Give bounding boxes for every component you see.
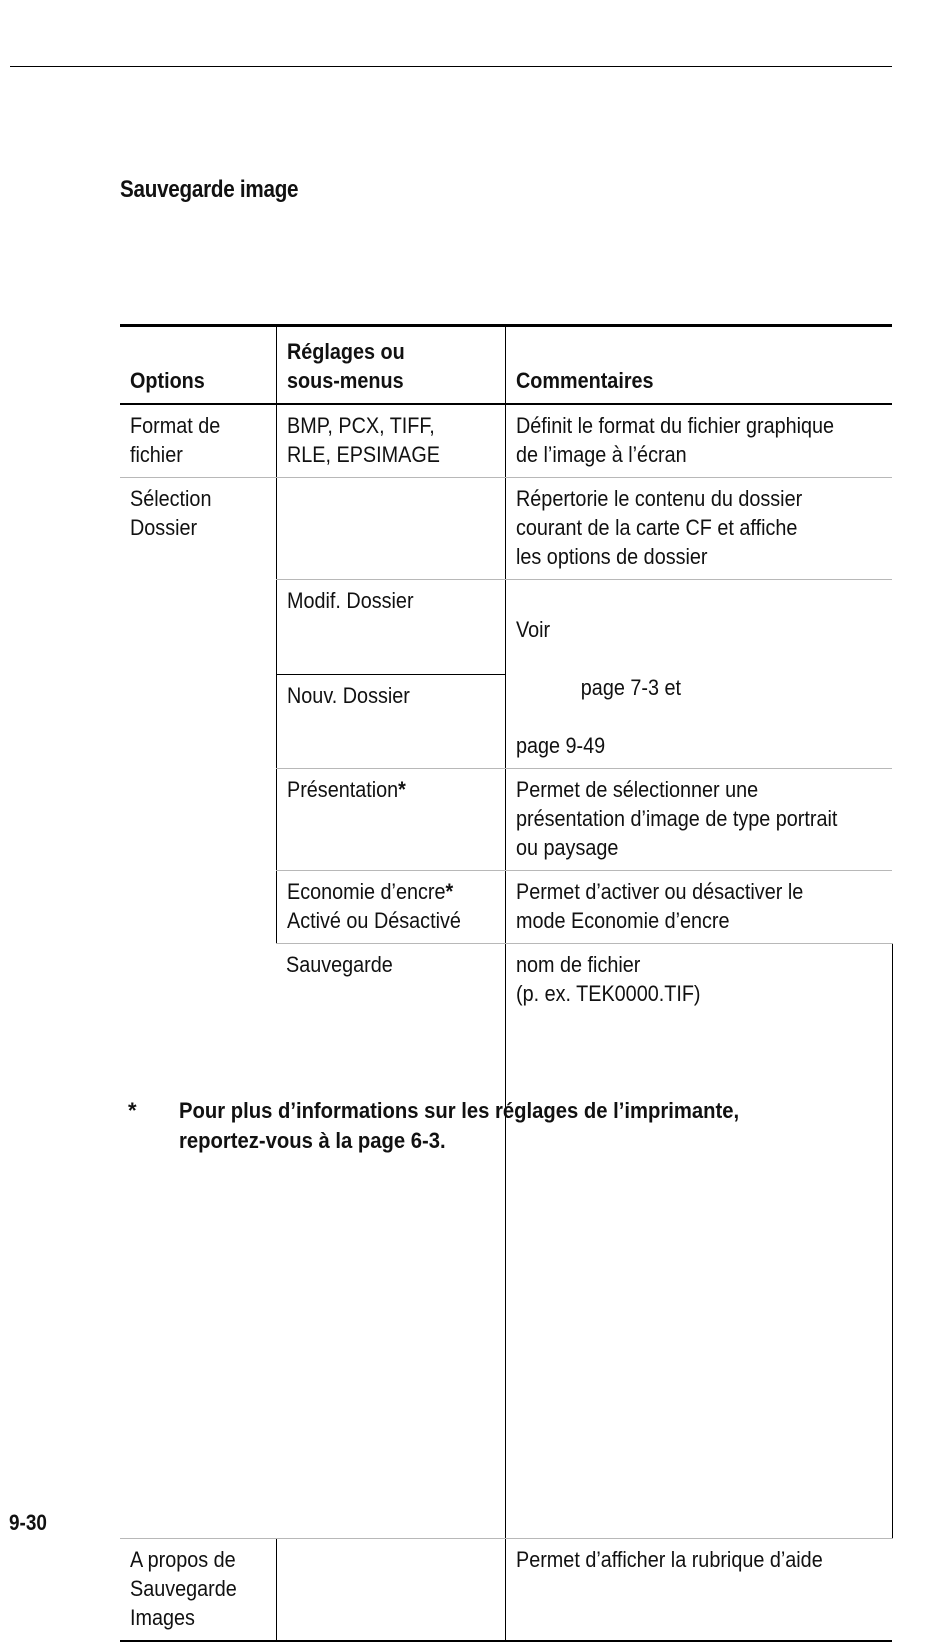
table-row [120, 404, 892, 478]
setting-cell: Modif. Dossier [276, 580, 505, 675]
setting-cell [276, 478, 505, 580]
asterisk-mark: * [397, 777, 406, 802]
header-settings: Réglages ou sous-menus [276, 326, 505, 405]
option-cell: Format de fichier [120, 404, 276, 478]
setting-cell: Economie d’encre* Activé ou Désactivé [276, 871, 505, 944]
option-cell: A propos de Sauvegarde Images [120, 1538, 276, 1641]
section-title: Sauvegarde image [120, 176, 299, 203]
comment-cell: Répertorie le contenu du dossier courant de la carte CF et affiche les options de dossier [505, 478, 892, 580]
page-reference-link[interactable]: page 7-3 et [580, 675, 681, 700]
setting-cell: BMP, PCX, TIFF, RLE, EPSIMAGE [276, 404, 505, 478]
table-row [120, 1538, 892, 1641]
voir-prefix: Voir [515, 617, 550, 642]
option-cell: Sauvegarde [276, 944, 505, 1539]
header-rule [10, 66, 892, 67]
header-options: Options [120, 326, 276, 405]
comment-cell: Définit le format du fichier graphique de l’image à l’écran [505, 404, 892, 478]
setting-cell [276, 1538, 505, 1641]
comment-cell: Permet d’activer ou désactiver le mode Economie d’encre [505, 871, 892, 944]
setting-cell: nom de fichier (p. ex. TEK0000.TIF) [505, 944, 892, 1539]
comment-cell: Permet de sélectionner une présentation d’image de type portrait ou paysage [505, 769, 892, 871]
table-header-row [120, 326, 892, 405]
setting-cell: Présentation* [276, 769, 505, 871]
header-comments: Commentaires [505, 326, 892, 405]
option-cell: Sélection Dossier [120, 478, 276, 1539]
footnote-text: Pour plus d’informations sur les réglages de l’imprimante, reportez-vous à la page 6-3. [179, 1098, 740, 1153]
comment-cell [505, 580, 892, 769]
footnote-asterisk: * [128, 1098, 137, 1123]
page-number: 9-30 [9, 1510, 47, 1535]
page-reference-link[interactable]: page 9-49 [515, 733, 605, 758]
comment-cell: Permet d’afficher la rubrique d’aide [505, 1538, 892, 1641]
setting-cell: Nouv. Dossier [276, 674, 505, 769]
table-row [120, 478, 892, 580]
options-table [120, 324, 892, 1642]
asterisk-mark: * [444, 879, 453, 904]
